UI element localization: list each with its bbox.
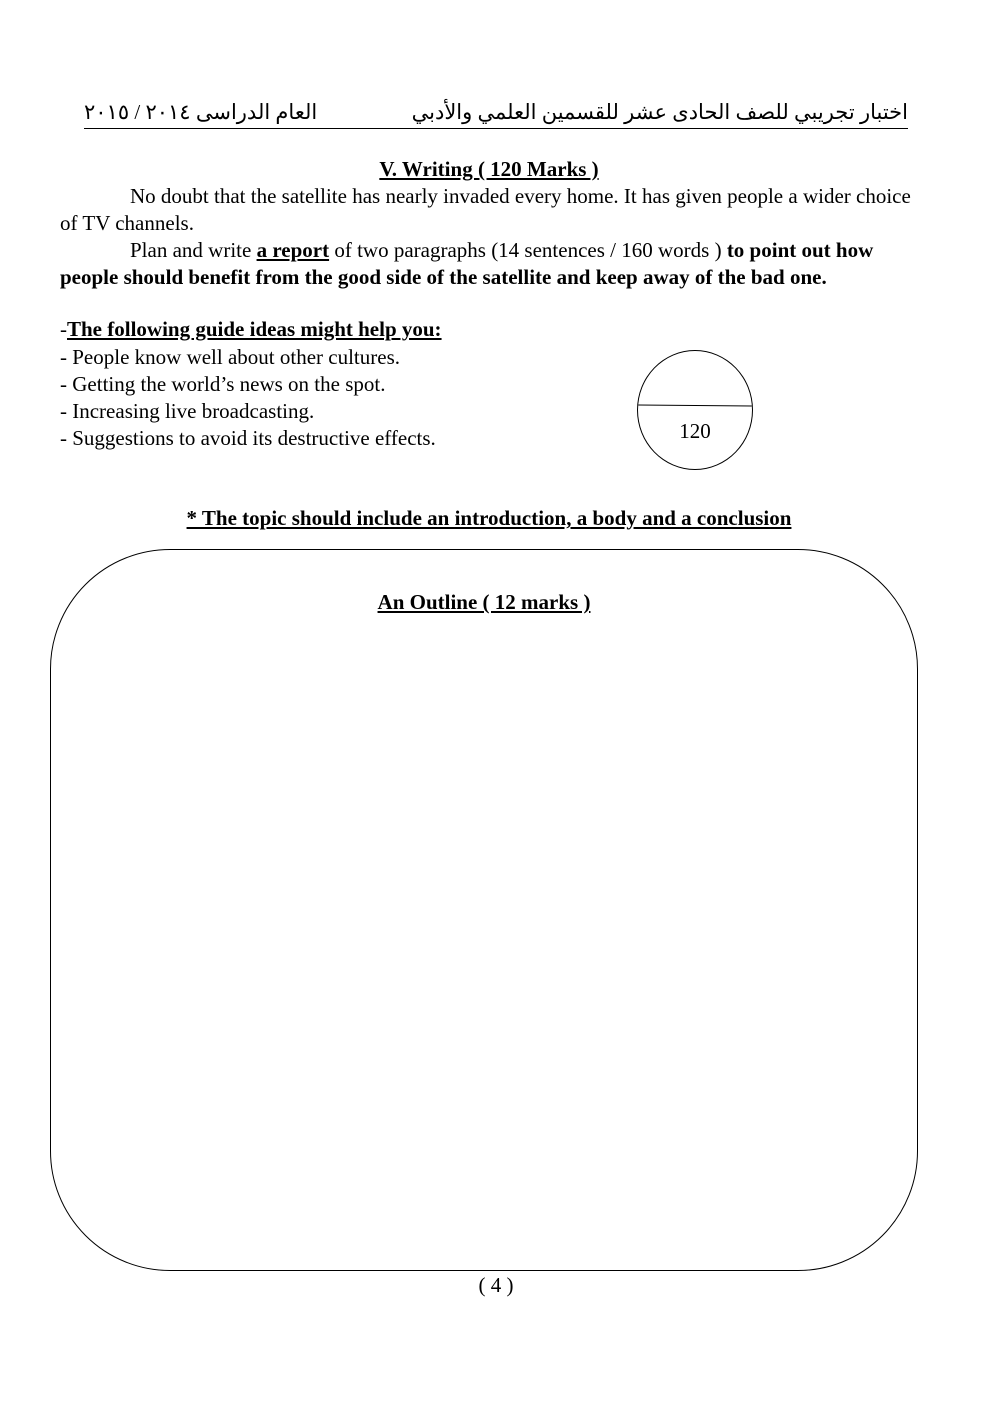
intro-paragraph: No doubt that the satellite has nearly invaded every home. It has given people a wider choice of TV channels.	[60, 184, 911, 235]
task-paragraph	[60, 237, 920, 291]
guide-heading-text: The following guide ideas might help you:	[67, 317, 442, 341]
task-instruction: to point out how people should benefit from the good side of the satellite and keep away of the bad one.	[60, 238, 874, 289]
list-item: - Suggestions to avoid its destructive effects.	[60, 426, 436, 450]
topic-note: * The topic should include an introduction, a body and a conclusion	[186, 506, 792, 530]
score-divider	[638, 405, 752, 407]
score-circle	[637, 350, 753, 470]
score-total: 120	[679, 419, 711, 443]
guide-list	[60, 344, 436, 452]
section-title: V. Writing ( 120 Marks )	[379, 157, 599, 181]
list-item: - Getting the world’s news on the spot.	[60, 372, 386, 396]
task-middle: of two paragraphs (14 sentences / 160 words )	[329, 238, 727, 262]
task-report-keyword: a report	[256, 238, 330, 262]
guide-dash: -	[60, 317, 67, 341]
outline-box[interactable]	[50, 549, 918, 1271]
exam-title: اختبار تجريبي للصف الحادى عشر للقسمين العلمي والأدبي	[411, 100, 908, 124]
outline-title: An Outline ( 12 marks )	[377, 590, 591, 614]
task-lead: Plan and write	[130, 238, 257, 262]
list-item: - People know well about other cultures.	[60, 345, 400, 369]
guide-heading	[60, 317, 442, 342]
page-number: ( 4 )	[478, 1273, 514, 1297]
page-header	[84, 98, 908, 129]
list-item: - Increasing live broadcasting.	[60, 399, 315, 423]
school-year: العام الدراسى ٢٠١٤ / ٢٠١٥	[84, 100, 318, 124]
